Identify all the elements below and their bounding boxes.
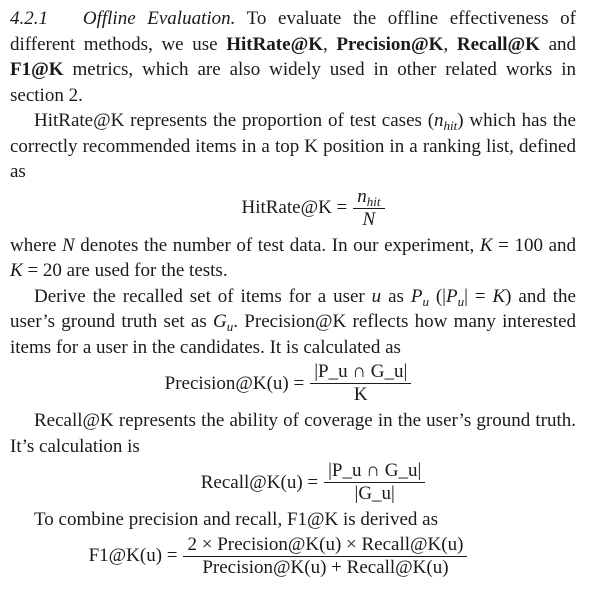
comma: , — [323, 33, 328, 55]
equation-lhs: F1@K(u) = — [88, 545, 178, 567]
equation-f1 — [0, 534, 576, 579]
sub-u: u — [457, 293, 465, 309]
text: as — [388, 285, 404, 307]
numerator: |P_u ∩ G_u| — [324, 460, 425, 483]
text: denotes the number of test data. In our experiment, — [80, 234, 475, 256]
fraction — [310, 361, 411, 406]
text: = 20 are used for the tests. — [27, 260, 228, 281]
fraction — [324, 460, 425, 505]
sub-u: u — [422, 293, 429, 309]
metric-recall: Recall@K — [456, 33, 540, 55]
numerator — [353, 186, 384, 209]
denominator — [359, 209, 380, 231]
equation-lhs: HitRate@K = — [241, 197, 348, 219]
metric-hitrate: HitRate@K — [226, 33, 324, 55]
var-G: G — [213, 311, 227, 332]
var-P: P — [446, 285, 458, 307]
equation-lhs: Recall@K(u) = — [200, 471, 319, 493]
text: To evaluate the offline effectiveness of different methods, we use — [10, 8, 576, 55]
fraction — [183, 534, 467, 579]
equation-recall — [50, 460, 576, 505]
sub-hit: hit — [443, 118, 458, 133]
text: where — [10, 234, 57, 256]
paragraph-precision — [10, 284, 576, 361]
paragraph-recall: Recall@K represents the ability of coverage in the user’s ground truth. It’s calculation is — [10, 410, 576, 457]
sub-hit: hit — [366, 193, 381, 209]
var-K: K — [10, 260, 23, 281]
text: Derive the recalled set of items for a user — [34, 285, 365, 307]
section-number: 4.2.1 — [10, 8, 48, 29]
var-N: N — [362, 208, 376, 230]
text: | = — [464, 285, 486, 307]
text: = 100 and — [498, 234, 577, 256]
paper-section — [10, 6, 576, 581]
text: and — [548, 33, 577, 55]
var-n: n — [357, 185, 367, 207]
text: ) which has the correctly recommended items in a top K position in a ranking list, defined as — [10, 110, 576, 182]
var-P: P — [410, 285, 423, 307]
text: . Precision@K reflects how many interested items for a user in the candidates. It is calculated as — [10, 311, 577, 358]
paragraph-intro — [10, 6, 576, 108]
var-u: u — [371, 285, 382, 307]
equation-lhs: Precision@K(u) = — [164, 372, 305, 394]
denominator: |G_u| — [354, 483, 395, 504]
text: ) and the user’s ground truth set as — [10, 285, 576, 332]
var-K: K — [479, 234, 493, 256]
sub-u: u — [226, 319, 234, 334]
section-title: Offline Evaluation. — [82, 8, 236, 29]
paragraph-hitrate — [10, 108, 576, 185]
var-N: N — [62, 234, 75, 256]
equation-hitrate — [50, 186, 576, 231]
var-K: K — [492, 285, 506, 307]
numerator: 2 × Precision@K(u) × Recall@K(u) — [183, 534, 467, 557]
text: (| — [435, 285, 446, 307]
text: HitRate@K represents the proportion of test cases ( — [34, 110, 435, 131]
fraction — [353, 186, 384, 231]
numerator: |P_u ∩ G_u| — [310, 361, 411, 384]
paragraph-where — [10, 233, 576, 284]
text: metrics, which are also widely used in other related works in section 2. — [10, 59, 577, 106]
var-n: n — [434, 110, 444, 131]
denominator: K — [353, 384, 368, 405]
metric-precision: Precision@K — [336, 33, 444, 55]
paragraph-f1: To combine precision and recall, F1@K is derived as — [34, 509, 438, 530]
comma: , — [443, 33, 449, 55]
equation-precision — [0, 361, 576, 406]
denominator: Precision@K(u) + Recall@K(u) — [202, 556, 449, 578]
metric-f1: F1@K — [10, 59, 64, 80]
